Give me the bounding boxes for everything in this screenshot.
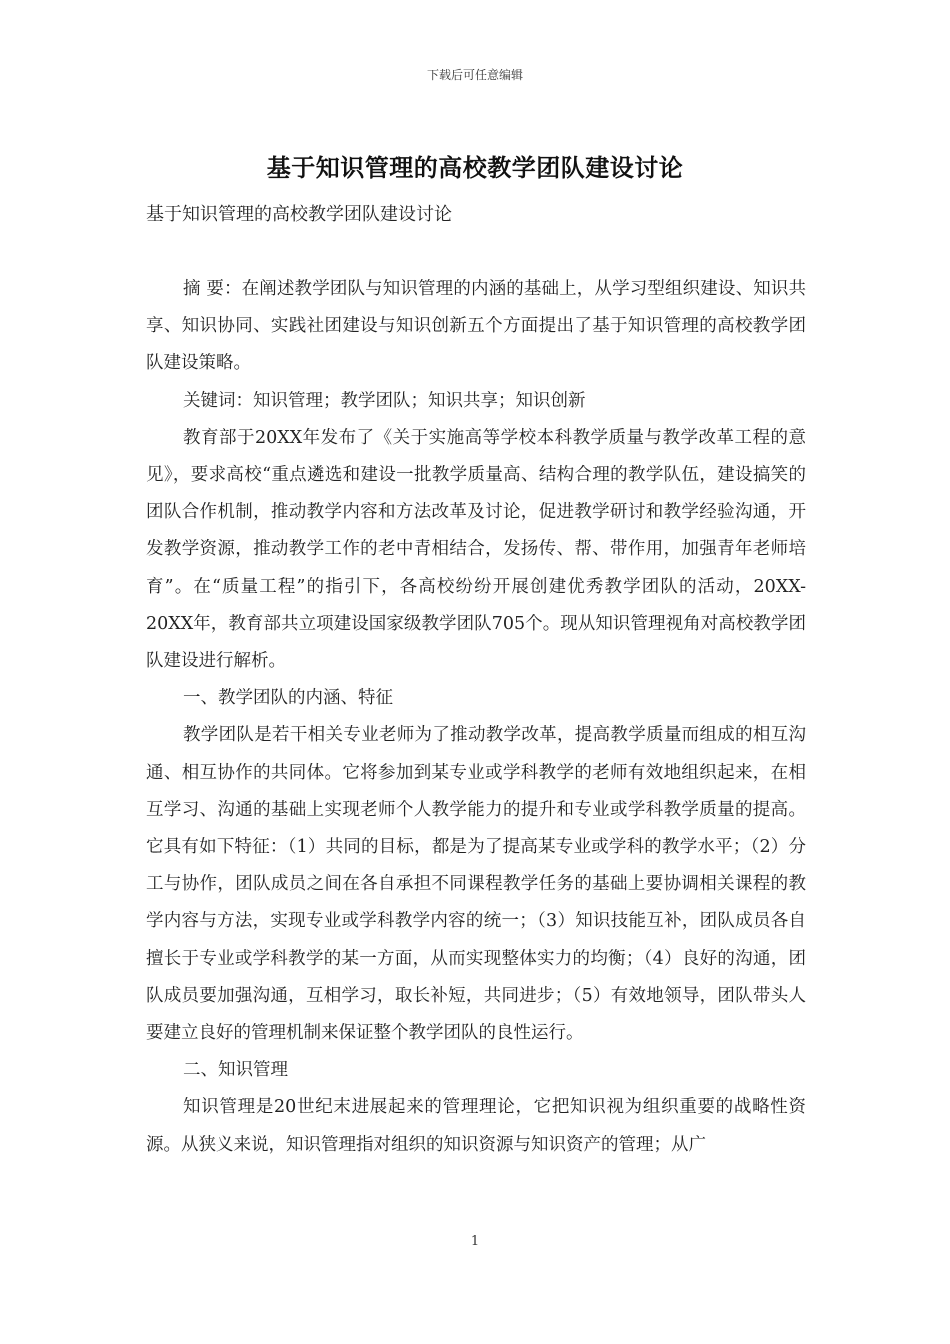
section-2-paragraph: 知识管理是20世纪末进展起来的管理理论，它把知识视为组织重要的战略性资源。从狭义来说，知识管理指对组织的知识资源与知识资产的管理；从广 [146,1097,806,1155]
page-header-note: 下载后可任意编辑 [426,68,523,82]
abstract-paragraph: 摘 要：在阐述教学团队与知识管理的内涵的基础上，从学习型组织建设、知识共享、知识协同、实践社团建设与知识创新五个方面提出了基于知识管理的高校教学团队建设策略。 [146,279,806,374]
section-heading-2: 二、知识管理 [183,1060,288,1081]
section-1-paragraph: 教学团队是若干相关专业老师为了推动教学改革，提高教学质量而组成的相互沟通、相互协作的共同体。它将参加到某专业或学科教学的老师有效地组织起来，在相互学习、沟通的基础上实现老师个人教学能力的提升和专业或学科教学质量的提高。它具有如下特征：（1）共同的目标，都是为了提高某专业或学科的教学水平；（2）分工与协作，团队成员之间在各自承担不同课程教学任务的基础上要协调相关课程的教学内容与方法，实现专业或学科教学内容的统一；（3）知识技能互补，团队成员各自擅长于专业或学科教学的某一方面，从而实现整体实力的均衡；（4）良好的沟通，团队成员要加强沟通，互相学习，取长补短，共同进步；（5）有效地领导，团队带头人要建立良好的管理机制来保证整个教学团队的良性运行。 [146,725,806,1044]
section-heading-1: 一、教学团队的内涵、特征 [183,688,393,709]
page-number: 1 [470,1234,480,1249]
keywords-paragraph: 关键词：知识管理；教学团队；知识共享；知识创新 [183,390,586,411]
document-body [146,271,806,1164]
intro-paragraph: 教育部于20XX年发布了《关于实施高等学校本科教学质量与教学改革工程的意见》，要求高校“重点遴选和建设一批教学质量高、结构合理的教学队伍，建设搞笑的团队合作机制，推动教学内容和方法改革及讨论，促进教学研讨和教学经验沟通，开发教学资源，推动教学工作的老中青相结合，发扬传、帮、带作用，加强青年老师培育”。在“质量工程”的指引下，各高校纷纷开展创建优秀教学团队的活动，20XX-20XX年，教育部共立项建设国家级教学团队705个。现从知识管理视角对高校教学团队建设进行解析。 [146,427,806,672]
document-subtitle: 基于知识管理的高校教学团队建设讨论 [146,204,452,225]
document-title: 基于知识管理的高校教学团队建设讨论 [266,153,684,182]
